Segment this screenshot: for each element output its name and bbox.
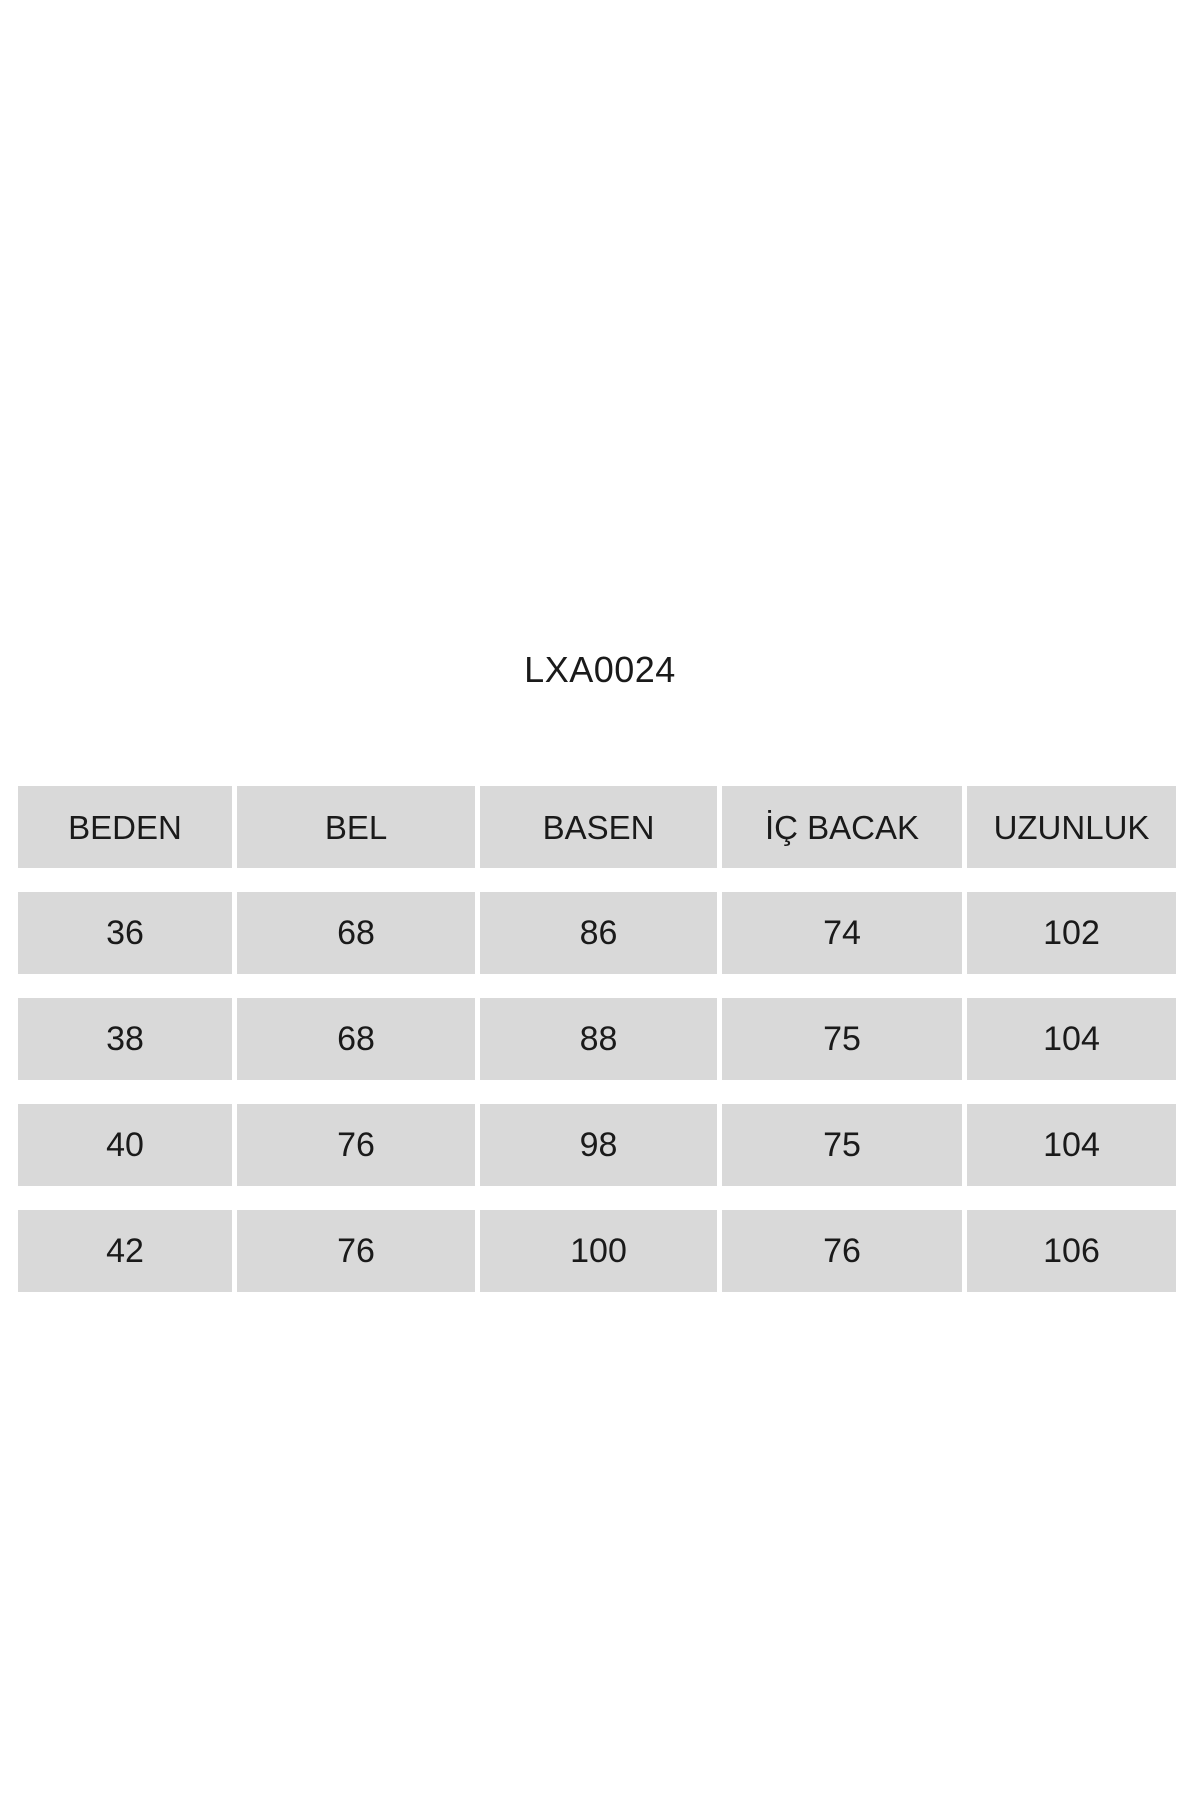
table-row [18, 892, 1176, 974]
table-cell: 106 [967, 1210, 1176, 1292]
header-cell-bel: BEL [237, 786, 475, 868]
table-cell: 42 [18, 1210, 232, 1292]
table-row [18, 1104, 1176, 1186]
table-cell: 74 [722, 892, 962, 974]
table-cell: 75 [722, 1104, 962, 1186]
table-cell: 98 [480, 1104, 717, 1186]
table-row [18, 998, 1176, 1080]
table-cell: 86 [480, 892, 717, 974]
table-header-row [18, 786, 1176, 868]
product-code-title: LXA0024 [524, 649, 676, 690]
table-cell: 75 [722, 998, 962, 1080]
table-cell: 76 [237, 1104, 475, 1186]
header-cell-basen: BASEN [480, 786, 717, 868]
table-cell: 68 [237, 892, 475, 974]
table-cell: 100 [480, 1210, 717, 1292]
table-cell: 102 [967, 892, 1176, 974]
table-row [18, 1210, 1176, 1292]
table-cell: 68 [237, 998, 475, 1080]
size-chart-table [18, 786, 1176, 1292]
header-cell-uzunluk: UZUNLUK [967, 786, 1176, 868]
table-cell: 38 [18, 998, 232, 1080]
table-cell: 104 [967, 1104, 1176, 1186]
table-cell: 104 [967, 998, 1176, 1080]
header-cell-beden: BEDEN [18, 786, 232, 868]
table-cell: 88 [480, 998, 717, 1080]
table-cell: 76 [722, 1210, 962, 1292]
table-cell: 40 [18, 1104, 232, 1186]
table-cell: 76 [237, 1210, 475, 1292]
header-cell-ic-bacak: İÇ BACAK [722, 786, 962, 868]
table-cell: 36 [18, 892, 232, 974]
